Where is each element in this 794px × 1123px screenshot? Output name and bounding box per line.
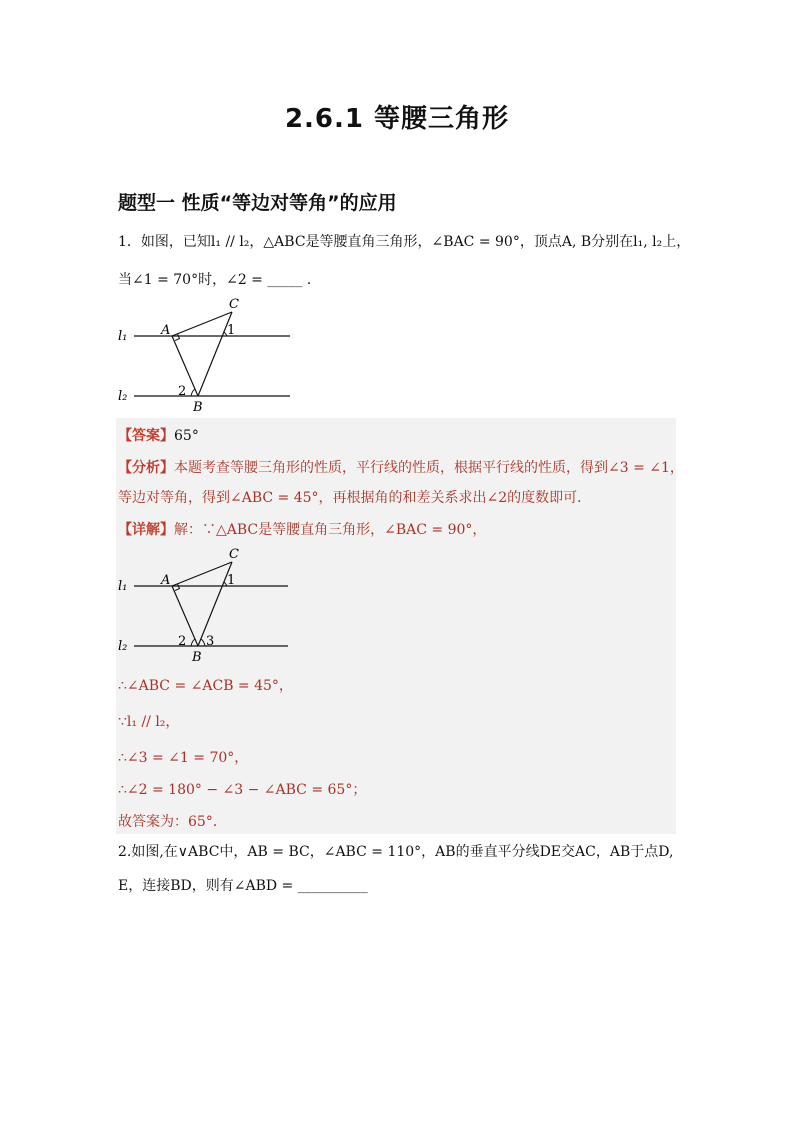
angle-2-arc <box>191 639 195 646</box>
question-2-line-1: 2.如图,在∨ABC中，AB = BC，∠ABC = 110°，AB的垂直平分线DE交AC，AB于点D, <box>118 844 674 860</box>
section-heading: 题型一 性质“等边对等角”的应用 <box>118 192 397 214</box>
label-l1: l₁ <box>118 579 128 594</box>
solution-final: 故答案为：65°． <box>118 814 227 830</box>
label-b: B <box>192 650 202 665</box>
segment-ac <box>172 312 232 336</box>
label-l2: l₂ <box>118 389 128 404</box>
label-c: C <box>229 547 239 562</box>
label-angle-2: 2 <box>178 634 187 649</box>
question-1-line-1: 1．如图，已知l₁ // l₂，△ABC是等腰直角三角形，∠BAC = 90°，顶点A, B分别在l₁, l₂上， <box>118 234 691 250</box>
label-a: A <box>161 573 171 588</box>
detail-text: 解：∵△ABC是等腰直角三角形，∠BAC = 90°， <box>174 522 487 538</box>
label-c: C <box>229 297 239 312</box>
detail-line <box>118 520 486 540</box>
label-l2: l₂ <box>118 639 128 654</box>
analysis-label: 【分析】 <box>118 460 174 476</box>
label-a: A <box>161 323 171 338</box>
segment-ac <box>172 562 232 586</box>
label-angle-2: 2 <box>178 384 187 399</box>
analysis-line-1 <box>118 458 684 478</box>
question-2-line-2: E，连接BD，则有∠ABD = __________ <box>118 878 368 894</box>
answer-label: 【答案】 <box>118 428 174 444</box>
angle-3-arc <box>201 639 205 646</box>
solution-step-3: ∴∠3 = ∠1 = 70°， <box>118 750 249 766</box>
solution-figure <box>112 544 302 668</box>
label-l1: l₁ <box>118 329 128 344</box>
answer-value: 65° <box>174 428 199 444</box>
question-1-figure <box>112 294 302 418</box>
detail-label: 【详解】 <box>118 522 174 538</box>
label-angle-1: 1 <box>227 323 236 338</box>
label-angle-1: 1 <box>227 573 236 588</box>
solution-step-1: ∴∠ABC = ∠ACB = 45°， <box>118 678 293 694</box>
angle-2-arc <box>191 389 195 396</box>
page-title: 2.6.1 等腰三角形 <box>284 104 510 134</box>
analysis-text: 本题考查等腰三角形的性质，平行线的性质，根据平行线的性质，得到∠3 = ∠1， <box>174 460 684 476</box>
solution-step-4: ∴∠2 = 180° − ∠3 − ∠ABC = 65°； <box>118 782 367 798</box>
solution-step-2: ∵l₁ // l₂， <box>118 714 180 730</box>
answer-line <box>118 426 199 446</box>
label-angle-3: 3 <box>206 634 215 649</box>
question-1-line-2: 当∠1 = 70°时，∠2 = _____ . <box>118 272 312 288</box>
analysis-line-2: 等边对等角，得到∠ABC = 45°，再根据角的和差关系求出∠2的度数即可． <box>118 490 592 506</box>
label-b: B <box>193 400 203 415</box>
